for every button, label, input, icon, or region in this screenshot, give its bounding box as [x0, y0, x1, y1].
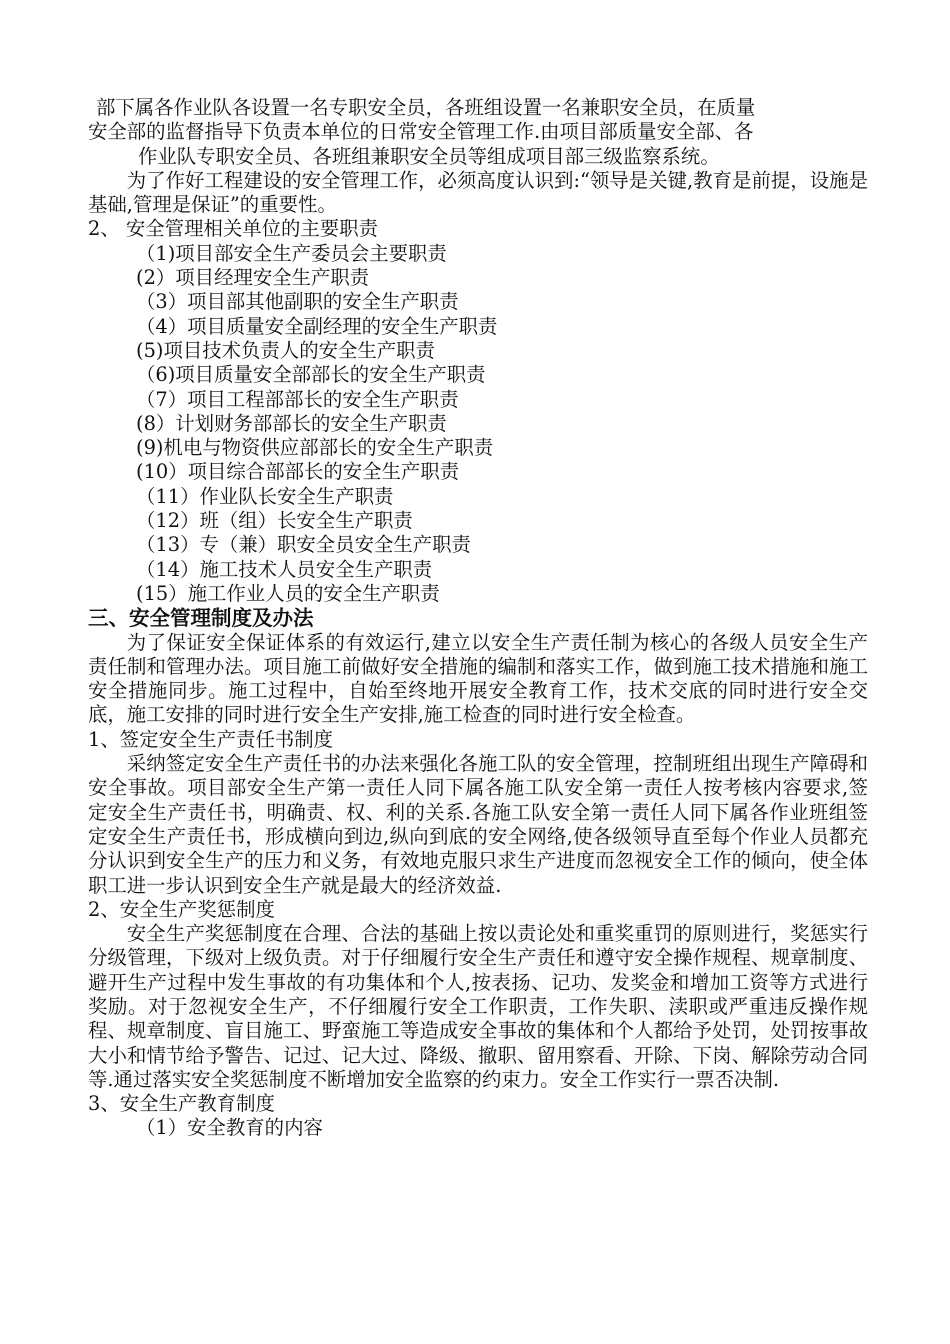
section-heading: 2、 安全管理相关单位的主要职责 — [88, 217, 378, 241]
section-heading: 1、签定安全生产责任书制度 — [88, 727, 334, 751]
section-heading: 2、安全生产奖惩制度 — [88, 897, 275, 921]
list-item: (15）施工作业人员的安全生产职责 — [136, 581, 440, 605]
list-item: (5)项目技术负责人的安全生产职责 — [136, 338, 435, 362]
section-heading: 3、安全生产教育制度 — [88, 1092, 275, 1116]
chapter-heading: 三、安全管理制度及办法 — [88, 606, 314, 631]
body-paragraph: 为了作好工程建设的安全管理工作，必须高度认识到:“领导是关键,教育是前提，设施是基础,管理是保证”的重要性。 — [88, 168, 868, 217]
body-paragraph: 安全生产奖惩制度在合理、合法的基础上按以责论处和重奖重罚的原则进行，奖惩实行分级管理，下级对上级负责。对于仔细履行安全生产责任和遵守安全操作规程、规章制度、避开生产过程中发生事故的有功集体和个人,按表扬、记功、发奖金和增加工资等方式进行奖励。对于忽视安全生产，不仔细履行安全工作职责，工作失职、渎职或严重违反操作规程、规章制度、盲目施工、野蛮施工等造成安全事故的集体和个人都给予处罚，处罚按事故大小和情节给予警告、记过、记大过、降级、撤职、留用察看、开除、下岗、解除劳动合同等.通过落实安全奖惩制度不断增加安全监察的约束力。安全工作实行一票否决制. — [88, 922, 868, 1091]
body-paragraph: 采纳签定安全生产责任书的办法来强化各施工队的安全管理，控制班组出现生产障碍和安全事故。项目部安全生产第一责任人同下属各施工队安全第一责任人按考核内容要求,签定安全生产责任书，明确责、权、利的关系.各施工队安全第一责任人同下属各作业班组签定安全生产责任书，形成横向到边,纵向到底的安全网络,使各级领导直至每个作业人员都充分认识到安全生产的压力和义务，有效地克服只求生产进度而忽视安全工作的倾向，使全体职工进一步认识到安全生产就是最大的经济效益. — [88, 752, 868, 897]
body-paragraph: 为了保证安全保证体系的有效运行,建立以安全生产责任制为核心的各级人员安全生产责任制和管理办法。项目施工前做好安全措施的编制和落实工作，做到施工技术措施和施工安全措施同步。施工过程中，自始至终地开展安全教育工作，技术交底的同时进行安全交底，施工安排的同时进行安全生产安排,施工检查的同时进行安全检查。 — [88, 630, 868, 727]
list-item: (2）项目经理安全生产职责 — [136, 266, 370, 290]
list-item: （1)项目部安全生产委员会主要职责 — [136, 241, 447, 265]
list-item: （12）班（组）长安全生产职责 — [136, 509, 413, 533]
list-item: （4）项目质量安全副经理的安全生产职责 — [136, 314, 498, 338]
text-line: 作业队专职安全员、各班组兼职安全员等组成项目部三级监察系统。 — [138, 144, 720, 168]
list-item: （1）安全教育的内容 — [136, 1116, 323, 1140]
list-item: （6)项目质量安全部部长的安全生产职责 — [136, 363, 486, 387]
list-item: （7）项目工程部部长的安全生产职责 — [136, 387, 459, 411]
list-item: (8）计划财务部部长的安全生产职责 — [136, 411, 447, 435]
list-item: （14）施工技术人员安全生产职责 — [136, 557, 433, 581]
list-item: （11）作业队长安全生产职责 — [136, 484, 394, 508]
document-page — [88, 96, 868, 1141]
text-line: 部下属各作业队各设置一名专职安全员，各班组设置一名兼职安全员，在质量 — [96, 96, 756, 119]
list-item: （13）专（兼）职安全员安全生产职责 — [136, 533, 471, 557]
list-item: (10）项目综合部部长的安全生产职责 — [136, 460, 460, 484]
text-line: 安全部的监督指导下负责本单位的日常安全管理工作.由项目部质量安全部、各 — [88, 120, 754, 144]
list-item: (9)机电与物资供应部部长的安全生产职责 — [136, 436, 494, 460]
list-item: （3）项目部其他副职的安全生产职责 — [136, 290, 459, 314]
